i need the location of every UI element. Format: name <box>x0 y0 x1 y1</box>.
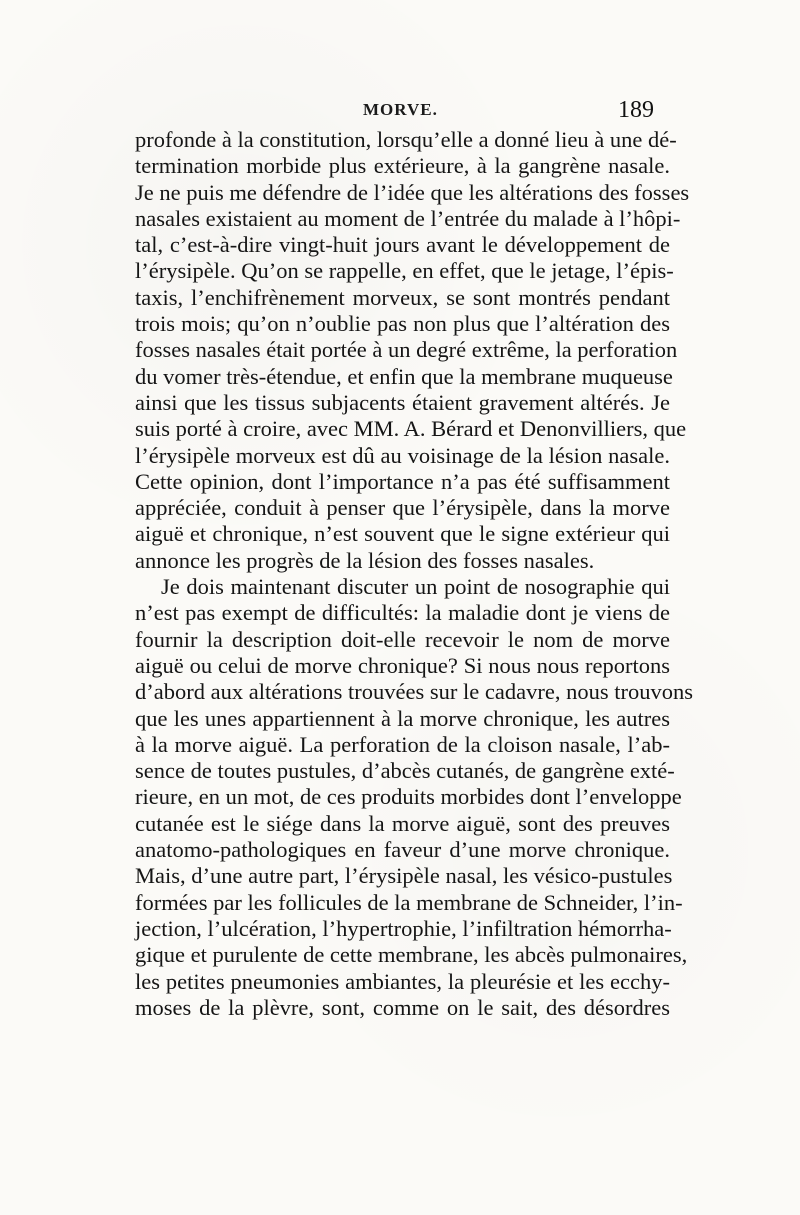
text-line: n’est pas exempt de difficultés: la maladie dont je viens de <box>135 600 670 626</box>
text-line: Cette opinion, dont l’importance n’a pas été suffisamment <box>135 468 670 494</box>
text-line: aiguë ou celui de morve chronique? Si nous nous reportons <box>135 652 670 678</box>
text-line: à la morve aiguë. La perforation de la cloison nasale, l’ab- <box>135 731 670 757</box>
paragraph-start-line: Je dois maintenant discuter un point de nosographie qui <box>161 574 670 600</box>
text-line: d’abord aux altérations trouvées sur le cadavre, nous trouvons <box>135 679 693 705</box>
text-line: anatomo-pathologiques en faveur d’une morve chronique. <box>135 837 670 863</box>
running-title: MORVE. <box>363 100 438 119</box>
text-line: cutanée est le siége dans la morve aiguë, sont des preuves <box>135 810 670 836</box>
paragraph-end-line: annonce les progrès de la lésion des fosses nasales. <box>135 547 595 573</box>
text-line: que les unes appartiennent à la morve chronique, les autres <box>135 705 670 731</box>
text-line: rieure, en un mot, de ces produits morbides dont l’enveloppe <box>135 784 682 810</box>
text-line: jection, l’ulcération, l’hypertrophie, l’infiltration hémorrha- <box>135 915 672 941</box>
text-line: du vomer très-étendue, et enfin que la membrane muqueuse <box>135 363 673 389</box>
text-line: termination morbide plus extérieure, à la gangrène nasale. <box>135 153 670 179</box>
text-line: Je ne puis me défendre de l’idée que les altérations des fosses <box>135 179 690 205</box>
text-line: ainsi que les tissus subjacents étaient gravement altérés. Je <box>135 389 670 415</box>
text-line: gique et purulente de cette membrane, les abcès pulmonaires, <box>135 942 688 968</box>
text-line: appréciée, conduit à penser que l’érysipèle, dans la morve <box>135 495 670 521</box>
page-number: 189 <box>618 97 654 123</box>
text-line: formées par les follicules de la membrane de Schneider, l’in- <box>135 889 683 915</box>
text-line: trois mois; qu’on n’oublie pas non plus que l’altération des <box>135 311 670 337</box>
text-line: les petites pneumonies ambiantes, la pleurésie et les ecchy- <box>135 968 670 994</box>
text-line: aiguë et chronique, n’est souvent que le signe extérieur qui <box>135 521 670 547</box>
text-line: fournir la description doit-elle recevoir le nom de morve <box>135 626 670 652</box>
text-line: l’érysipèle. Qu’on se rappelle, en effet, que le jetage, l’épis- <box>135 258 674 284</box>
text-line: taxis, l’enchifrènement morveux, se sont montrés pendant <box>135 284 670 310</box>
text-line: tal, c’est-à-dire vingt-huit jours avant le développement de <box>135 232 670 258</box>
text-line: fosses nasales était portée à un degré extrême, la perforation <box>135 337 678 363</box>
body-text <box>135 127 693 1021</box>
text-line: Mais, d’une autre part, l’érysipèle nasal, les vésico-pustules <box>135 863 673 889</box>
text-line: sence de toutes pustules, d’abcès cutanés, de gangrène exté- <box>135 758 675 784</box>
text-line: l’érysipèle morveux est dû au voisinage de la lésion nasale. <box>135 442 670 468</box>
text-line: suis porté à croire, avec MM. A. Bérard et Denonvilliers, que <box>135 416 687 442</box>
text-line: moses de la plèvre, sont, comme on le sait, des désordres <box>135 994 670 1020</box>
text-line: nasales existaient au moment de l’entrée du malade à l’hôpi- <box>135 205 681 231</box>
text-line: profonde à la constitution, lorsqu’elle a donné lieu à une dé- <box>135 127 677 152</box>
